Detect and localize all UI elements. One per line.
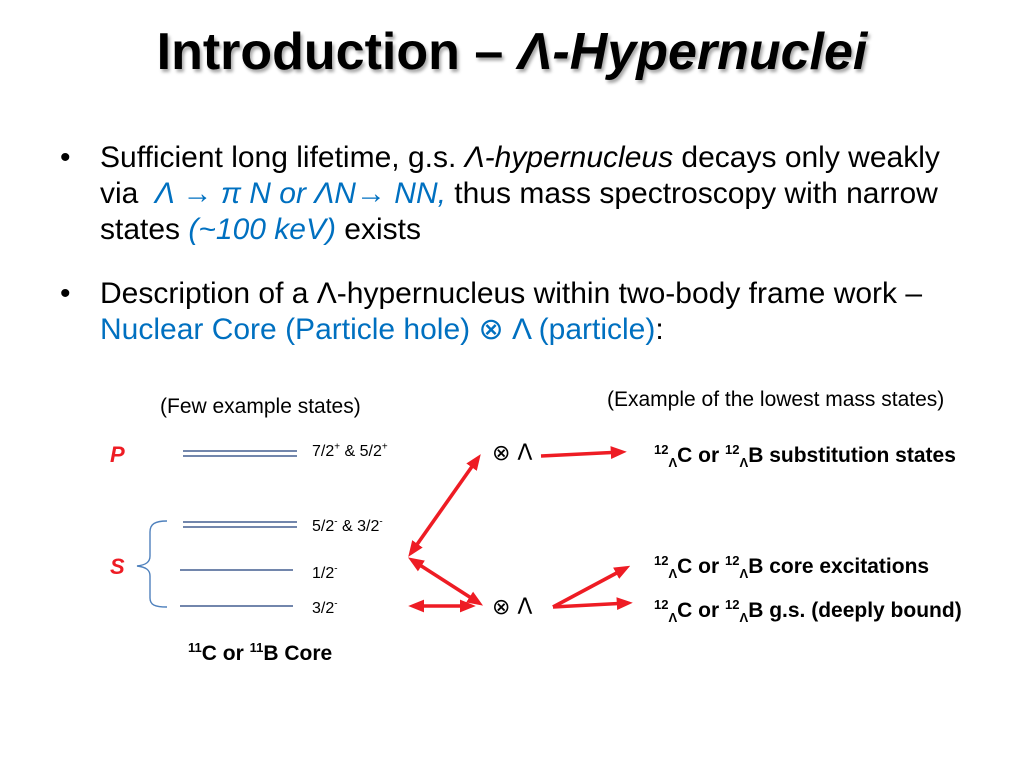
level-label-5-2-3-2 bbox=[312, 518, 383, 536]
s-level-5-2-3-2-lines bbox=[183, 522, 297, 527]
coupling-symbol-upper: ⊗ Λ bbox=[492, 441, 533, 466]
arrow-to-core-excitations bbox=[553, 568, 626, 607]
s-shell-brace bbox=[137, 521, 167, 607]
element: C or bbox=[677, 599, 726, 622]
left-caption: (Few example states) bbox=[160, 395, 361, 418]
result-core-excitations bbox=[654, 553, 930, 582]
bullet-2-marker: • bbox=[60, 277, 71, 310]
level-parity: - bbox=[334, 516, 338, 528]
element: C or bbox=[677, 555, 726, 578]
mass-number: 11 bbox=[249, 640, 264, 655]
level-parity: - bbox=[379, 516, 383, 528]
bullet-1-states: states bbox=[100, 213, 189, 246]
bullet-1-via: via bbox=[100, 177, 147, 210]
mass-number: 11 bbox=[188, 640, 202, 655]
lambda-subscript: Λ bbox=[739, 610, 749, 626]
arrow-s-levels-to-lower-coupling bbox=[412, 560, 479, 603]
lambda-subscript: Λ bbox=[668, 610, 678, 626]
width-value: (~100 keV) bbox=[188, 213, 336, 246]
bullet-1-spectroscopy: thus mass spectroscopy with narrow bbox=[445, 177, 938, 210]
level-sep: & bbox=[337, 518, 358, 535]
lambda-subscript: Λ bbox=[668, 566, 678, 582]
bullet-1-line-2 bbox=[100, 176, 938, 212]
level-parity: - bbox=[334, 598, 338, 610]
mass-number: 12 bbox=[654, 442, 669, 457]
element: B Core bbox=[263, 642, 333, 665]
level-spin: 3/2 bbox=[312, 600, 335, 617]
level-spin: 3/2 bbox=[357, 518, 380, 535]
element: B g.s. (deeply bound) bbox=[748, 599, 962, 622]
mass-number: 12 bbox=[725, 597, 740, 612]
bullet-2-line-2 bbox=[100, 312, 664, 348]
bullet-1-exists: exists bbox=[335, 213, 421, 246]
arrow-p-coupling-to-s-levels bbox=[411, 458, 478, 553]
title-hypernuclei: Λ-Hypernuclei bbox=[517, 23, 868, 81]
level-sep: & bbox=[340, 443, 360, 460]
slide-title bbox=[0, 20, 1024, 84]
arrow-to-substitution-states bbox=[541, 452, 622, 456]
level-spin: 7/2 bbox=[312, 443, 335, 460]
element: B core excitations bbox=[748, 555, 930, 578]
element: B substitution states bbox=[748, 444, 956, 467]
element: C or bbox=[677, 444, 726, 467]
arrow-to-ground-state bbox=[553, 603, 628, 607]
level-spin: 5/2 bbox=[312, 518, 335, 535]
level-label-3-2 bbox=[312, 600, 338, 618]
bullet-1-line-3 bbox=[100, 212, 421, 248]
right-caption: (Example of the lowest mass states) bbox=[607, 388, 945, 411]
level-label-7-2-5-2 bbox=[312, 443, 388, 461]
core-label bbox=[188, 642, 332, 666]
mass-number: 12 bbox=[654, 597, 669, 612]
level-parity: + bbox=[334, 441, 341, 453]
lambda-subscript: Λ bbox=[668, 455, 678, 471]
coupling-symbol-lower: ⊗ Λ bbox=[492, 595, 533, 620]
lambda-subscript: Λ bbox=[739, 455, 749, 471]
level-spin: 1/2 bbox=[312, 565, 335, 582]
element: C or bbox=[201, 642, 250, 665]
bullet-2-line-1: Description of a Λ-hypernucleus within two-body frame work – bbox=[100, 277, 923, 310]
level-spin: 5/2 bbox=[359, 443, 382, 460]
level-parity: - bbox=[334, 563, 338, 575]
bullet-2-colon: : bbox=[655, 313, 664, 346]
decay-channels: Λ → π N or ΛN→ NN, bbox=[154, 177, 446, 210]
hypernucleus-term: Λ-hypernucleus bbox=[464, 141, 674, 174]
result-ground-state bbox=[654, 597, 962, 626]
lambda-subscript: Λ bbox=[739, 566, 749, 582]
mass-number: 12 bbox=[725, 553, 740, 568]
bullet-1-text-a: Sufficient long lifetime, g.s. bbox=[100, 141, 465, 174]
bullet-1-marker: • bbox=[60, 141, 71, 174]
title-prefix: Introduction – bbox=[156, 23, 518, 81]
p-level-lines bbox=[183, 451, 297, 456]
bullet-1-text-c: decays only weakly bbox=[673, 141, 940, 174]
core-particle-coupling: Nuclear Core (Particle hole) ⊗ Λ (particle) bbox=[100, 313, 656, 346]
result-substitution-states bbox=[654, 442, 956, 471]
mass-number: 12 bbox=[725, 442, 740, 457]
level-label-1-2 bbox=[312, 565, 338, 583]
level-parity: + bbox=[381, 441, 388, 453]
bullet-1-line-1 bbox=[100, 140, 940, 176]
p-shell-label: P bbox=[110, 442, 125, 467]
mass-number: 12 bbox=[654, 553, 669, 568]
s-shell-label: S bbox=[110, 554, 125, 579]
